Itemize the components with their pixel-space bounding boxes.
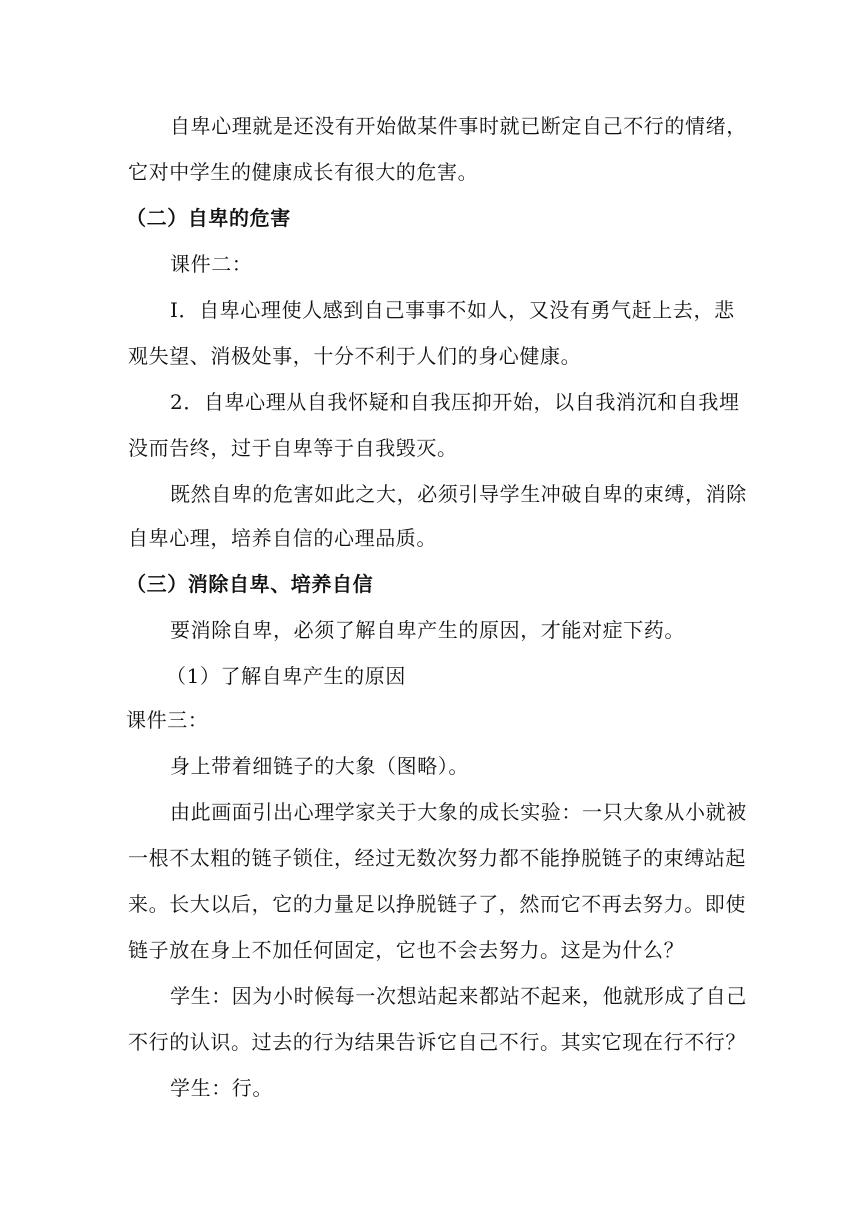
paragraph-line: 自卑心理就是还没有开始做某件事时就已断定自己不行的情绪，: [170, 114, 747, 138]
list-item-line: 没而告终，过于自卑等于自我毁灭。: [128, 436, 458, 460]
paragraph-line: 学生：因为小时候每一次想站起来都站不起来，他就形成了自己: [170, 984, 747, 1008]
paragraph-line: 学生：行。: [170, 1076, 273, 1100]
paragraph-line: 不行的认识。过去的行为结果告诉它自己不行。其实它现在行不行？: [128, 1030, 746, 1054]
paragraph-line: 要消除自卑，必须了解自卑产生的原因，才能对症下药。: [170, 618, 685, 642]
paragraph-line: 一根不太粗的链子锁住，经过无数次努力都不能挣脱链子的束缚站起: [128, 846, 746, 870]
paragraph-line: 链子放在身上不加任何固定，它也不会去努力。这是为什么？: [128, 938, 685, 962]
paragraph-line: 它对中学生的健康成长有很大的危害。: [128, 160, 479, 184]
section-heading: （二）自卑的危害: [126, 206, 291, 230]
courseware-label: 课件三：: [126, 708, 209, 732]
section-heading: （三）消除自卑、培养自信: [126, 572, 374, 596]
list-item-line: 观失望、消极处事，十分不利于人们的身心健康。: [128, 344, 582, 368]
list-item-line: 2．自卑心理从自我怀疑和自我压抑开始，以自我消沉和自我埋: [170, 390, 740, 414]
paragraph-line: 来。长大以后，它的力量足以挣脱链子了，然而它不再去努力。即使: [128, 892, 746, 916]
courseware-label: 课件二：: [170, 252, 253, 276]
paragraph-line: 自卑心理，培养自信的心理品质。: [128, 526, 437, 550]
paragraph-line: 既然自卑的危害如此之大，必须引导学生冲破自卑的束缚，消除: [170, 482, 747, 506]
paragraph-line: 由此画面引出心理学家关于大象的成长实验：一只大象从小就被: [170, 800, 747, 824]
paragraph-line: 身上带着细链子的大象（图略）。: [170, 754, 469, 778]
subsection-heading: （1）了解自卑产生的原因: [166, 664, 406, 688]
list-item-line: I．自卑心理使人感到自己事事不如人，又没有勇气赶上去，悲: [170, 298, 735, 322]
